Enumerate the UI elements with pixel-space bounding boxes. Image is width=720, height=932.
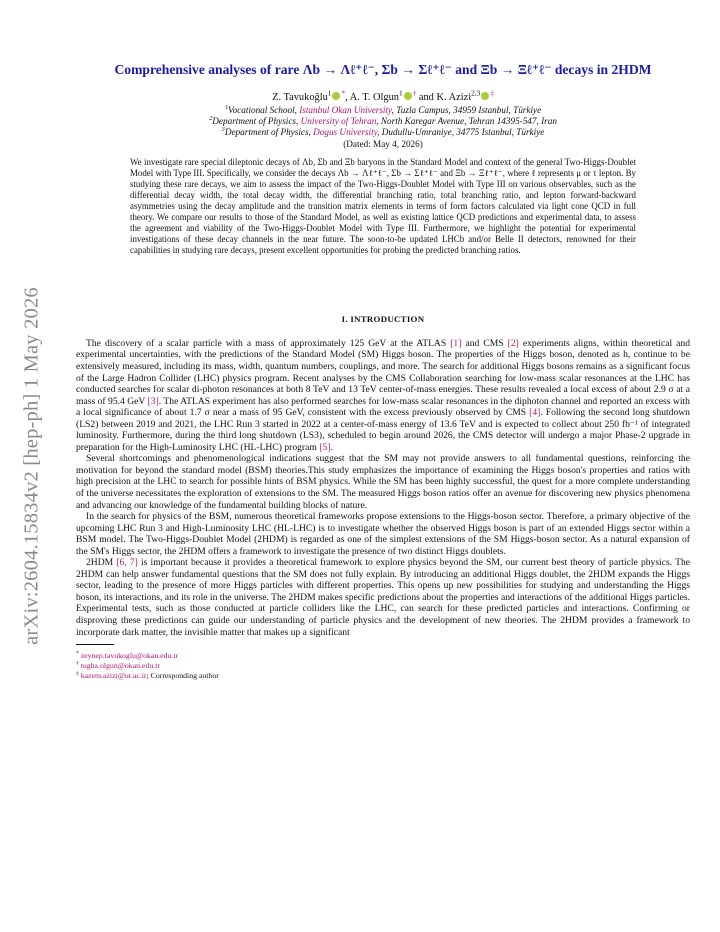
citation-link[interactable]: [2] (507, 337, 519, 349)
paragraph-4 (76, 557, 690, 638)
arxiv-id-text: arXiv:2604.15834v2 [hep-ph] 1 May 2026 (20, 287, 43, 645)
citation-link[interactable]: [3] (147, 395, 159, 407)
author-list: Z. Tavukoğlu$^1$ *, A. T. Olgun$^1$ † and K. Azizi$^{2,3}$ ‡ (272, 89, 494, 104)
orcid-icon[interactable] (481, 92, 489, 100)
paragraph-2: Several shortcomings and phenomenological indications suggest that the SM may not provide answers to all fundamental questions, reinforcing the motivation for beyond the standard model (BSM) theories.This study emphasizes the importance of examining the Higgs boson's properties and ratios with high precision at the LHC to search for possible hints of BSM physics. While the SM has been highly successful, the quest for a more complete understanding of the universe necessitates the exploration of extensions to the SM. The measured Higgs boson ratios offer an avenue for discovering new physics phenomena and advancing our knowledge of the fundamental building blocks of nature. (76, 453, 690, 511)
university-link[interactable]: University of Tehran (300, 115, 377, 126)
paper-title: Comprehensive analyses of rare Λb → Λℓ⁺ℓ⁻, Σb → Σℓ⁺ℓ⁻ and Ξb → Ξℓ⁺ℓ⁻ decays in 2HDM (114, 62, 652, 77)
paragraph-1 (76, 338, 690, 453)
author-name: A. T. Olgun (349, 92, 399, 104)
text-run: . The ATLAS experiment has also performed searches for low-mass scalar resonances in the diphoton channel and reported an excess with a local significance of about 1.7 σ near a mass of 95 GeV, consistent with the excess previously observed by CMS (76, 395, 690, 419)
footnote-mark[interactable]: † (412, 89, 417, 98)
affiliation-number: 2 (209, 114, 213, 122)
footnote-mark: * (76, 650, 79, 657)
section-heading: I. INTRODUCTION (341, 313, 425, 324)
footnote-3 (76, 671, 690, 681)
text-run: . (330, 441, 333, 453)
text-run: experiments aligns, within theoretical and experimental uncertainties, with the predictions of the Standard Model (SM) Higgs boson. The properties of the Higgs boson, denoted as h, continue to be extensively measured, including its mass, width, quantum numbers, couplings, and more. The search for additional Higgs bosons remains as a significant focus of the Large Hadron Collider (LHC) physics program. Recent analyses by the CMS Collaboration searching for low-mass scalar resonances at the LHC has conducted searches for scalar di-photon resonances at both 8 TeV and 13 TeV center-of-mass energies. These results revealed a local excess of about 2.9 σ at a mass of 95.4 GeV (76, 337, 691, 407)
orcid-icon[interactable] (332, 92, 340, 100)
affiliation-number: 3 (221, 125, 225, 133)
author-conjunction: and (418, 92, 434, 104)
text-run: . Following the second long shutdown (LS2) between 2019 and 2021, the LHC Run 3 started in 2022 at a center-of-mass energy of 13.6 TeV and is expected to collect about 250 fb⁻¹ of integrated luminosity. Furthermore, during the third long shutdown (LS3), scheduled to begin around 2026, the CMS detector will undergo a major Phase-2 upgrade in preparation for the High-Luminosity LHC (HL-LHC) program (76, 407, 690, 453)
footnote-note: ; Corresponding author (146, 671, 219, 681)
citation-link[interactable]: [5] (319, 441, 331, 453)
author-name: Z. Tavukoğlu (272, 92, 328, 104)
body-text (76, 338, 690, 638)
footnote-2 (76, 661, 690, 671)
affiliation-2 (76, 116, 690, 127)
citation-link[interactable]: [4] (529, 407, 541, 419)
footnote-mark: ‡ (76, 670, 79, 677)
email-link[interactable]: zeynep.tavukoglu@okan.edu.tr (80, 651, 179, 661)
footnote-rule (76, 644, 114, 645)
affiliation-text: Vocational School, (228, 104, 300, 115)
orcid-icon[interactable] (404, 92, 412, 100)
text-run: The discovery of a scalar particle with a mass of approximately 125 GeV at the ATLAS (86, 337, 451, 349)
abstract: We investigate rare special dileptonic decays of Λb, Σb and Ξb baryons in the Standard Model and context of the general Two-Higgs-Doublet Model with Type III. Specifically, we consider the decays Λb → Λℓ⁺ℓ⁻, Σb → Σℓ⁺ℓ⁻ and Ξb → Ξℓ⁺ℓ⁻, where ℓ represents μ or τ lepton. By studying these rare decays, we aim to assess the impact of the Two-Higgs-Doublet Model with Type III on various observables, such as the differential decay width, the total decay width, the differential branching ratio, total branching ratio, and lepton forward-backward asymmetries using the decay amplitude and the transition matrix elements in terms of form factors calculated via light cone QCD in full theory. We compare our results to those of the Standard Model, as well as existing lattice QCD predictions and experimental data, to assess the agreement and viability of the Two-Higgs-Doublet Model with Type III. Furthermore, we highlight the potential for experimental investigations of these decay channels in the near future. The soon-to-be updated LHCb and/or Belle II detectors, renowned for their capabilities in studying rare decays, present excellent opportunities for probing the predicted branching ratios. (130, 156, 636, 255)
text-run: and CMS (461, 337, 508, 349)
affiliation-text: Department of Physics, (224, 126, 314, 137)
affiliation-text: , North Karegar Avenue, Tehran 14395-547, Iran (376, 115, 557, 126)
footnote-1 (76, 651, 690, 661)
citation-link[interactable]: [6, 7] (116, 557, 138, 569)
author-name: K. Azizi (436, 92, 472, 104)
paper-page (76, 58, 690, 681)
paragraph-3: In the search for physics of the BSM, numerous theoretical frameworks propose extensions to the Higgs-boson sector. Therefore, a primary objective of the upcoming LHC Run 3 and High-Luminosity LHC (HL-LHC) is to investigate whether the observed Higgs boson is part of an extended Higgs sector within a BSM model. The Two-Higgs-Doublet Model (2HDM) is regarded as one of the simplest extensions of the SM Higgs-boson sector. As a natural expansion of the SM's Higgs sector, the 2HDM offers a framework to investigate the presence of two distinct Higgs doublets. (76, 511, 690, 557)
author-affil-sup: 1 (327, 89, 332, 98)
footnote-mark[interactable]: ‡ (490, 89, 494, 98)
affiliation-text: , Dudullu-Umraniye, 34775 Istanbul, Türkiye (377, 126, 545, 137)
university-link[interactable]: Dogus University (313, 126, 378, 137)
email-link[interactable]: tugba.olgun@okan.edu.tr (80, 661, 160, 671)
author-affil-sup: 2,3 (471, 89, 481, 98)
affiliation-3 (76, 127, 690, 138)
footnote-mark: † (76, 660, 79, 667)
affiliation-text: , Tuzla Campus, 34959 Istanbul, Türkiye (391, 104, 542, 115)
arxiv-identifier-stamp (12, 0, 52, 932)
affiliation-number: 1 (224, 103, 229, 111)
date-line: (Dated: May 4, 2026) (343, 138, 423, 149)
affiliation-1 (76, 105, 690, 116)
university-link[interactable]: Istanbul Okan University (299, 104, 392, 115)
author-affil-sup: 1 (398, 89, 403, 98)
footnotes (76, 651, 690, 681)
footnote-mark[interactable]: * (341, 89, 346, 98)
text-run: is important because it provides a theoretical framework to explore physics beyond the SM, our current best theory of particle physics. The 2HDM can help answer fundamental questions that the SM does not fully explain. By introducing an additional Higgs doublet, the 2HDM expands the Higgs sector, leading to the presence of more Higgs particles with different properties. This opens up new possibilities for studying and understanding the Higgs boson, its interactions, and its role in the universe. The 2HDM makes specific predictions about the properties and interactions of the additional Higgs particles. Experimental tests, such as those conducted at particle colliders like the LHC, can search for these predicted particles and interactions. Confirming or disproving these predictions can guide our understanding of particle physics and the development of new theories. The 2HDM provides a framework to incorporate dark matter, the invisible matter that makes up a significant (76, 557, 690, 638)
citation-link[interactable]: [1] (450, 337, 462, 349)
affiliation-text: Department of Physics, (212, 115, 301, 126)
email-link[interactable]: kazem.azizi@ut.ac.ir (80, 671, 147, 681)
text-run: 2HDM (86, 557, 117, 569)
